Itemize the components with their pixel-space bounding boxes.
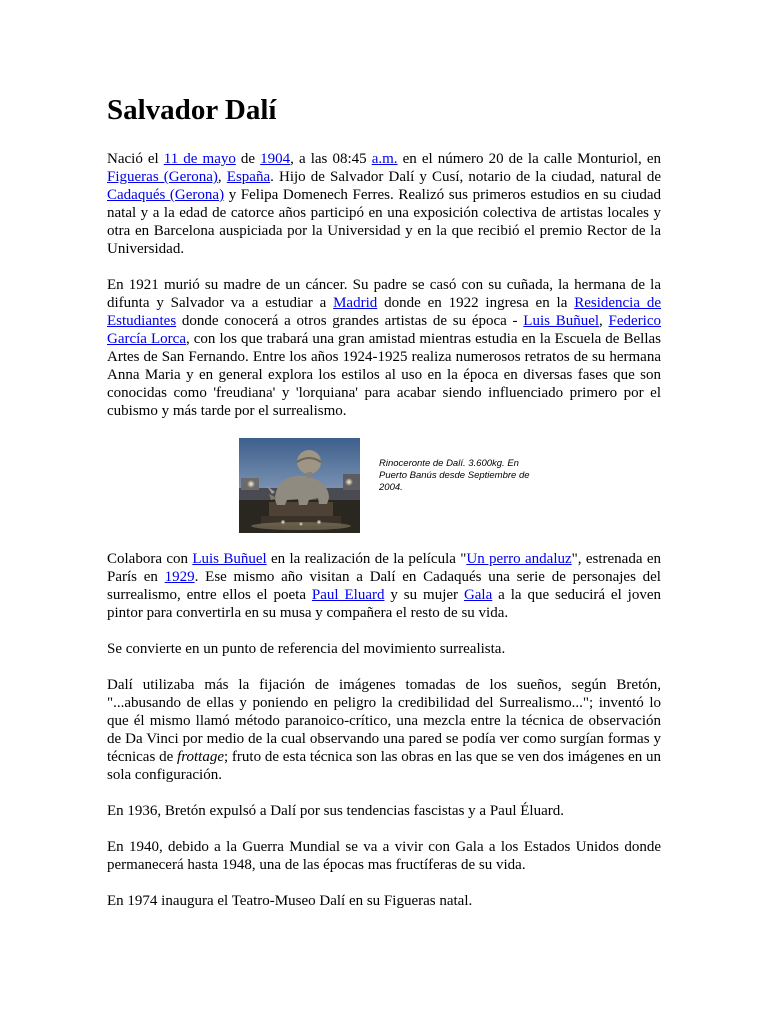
text: en la realización de la película " (266, 551, 467, 567)
link-luis-bunuel[interactable]: Luis Buñuel (523, 313, 600, 329)
text: , con los que trabará una gran amistad mientras estudia en la Escuela de Bellas Artes de San Fernando. Entre los años 1924-1925 realiza numerosos retratos de su hermana Anna Maria y en general explora los estilos al uso en la época en diversas fases que son conocidas como 'freudiana' y 'lorquiana' para acabar siendo influenciado primero por el cubismo y más tarde por el surrealismo. (107, 331, 661, 419)
paragraph-1974: En 1974 inaugura el Teatro-Museo Dalí en su Figueras natal. (107, 893, 473, 909)
text: Dalí utilizaba más la fijación de imágenes tomadas de los sueños, según Bretón, "...abusando de ellas y poniendo en peligro la credibilidad del Surrealismo..."; inventó lo que él mismo llamó método paranoico-crítico, una mezcla entre la técnica de observación de Da Vinci por medio de la cual observando una pared se podía ver como surgían formas y técnicas de (107, 677, 661, 765)
figure (107, 438, 661, 550)
link-1929[interactable]: 1929 (164, 569, 195, 585)
link-11-de-mayo[interactable]: 11 de mayo (163, 151, 236, 167)
text: ", estrenada en París en (107, 551, 661, 585)
text: en el número 20 de la calle Monturiol, en (397, 151, 661, 167)
link-am[interactable]: a.m. (371, 151, 398, 167)
paragraph-1940: En 1940, debido a la Guerra Mundial se va a vivir con Gala a los Estados Unidos donde permanecerá hasta 1948, una de las épocas mas fructíferas de su vida. (107, 839, 661, 873)
paragraph-surrealism: Se convierte en un punto de referencia del movimiento surrealista. (107, 641, 506, 657)
text: , a las 08:45 (290, 151, 372, 167)
text: . Hijo de Salvador Dalí y Cusí, notario de la ciudad, natural de (270, 169, 662, 185)
figure-caption: Rinoceronte de Dalí. 3.600kg. En Puerto Banús desde Septiembre de 2004. (379, 458, 530, 493)
text: de (235, 151, 261, 167)
link-gala[interactable]: Gala (463, 587, 493, 603)
paragraph-1936: En 1936, Bretón expulsó a Dalí por sus tendencias fascistas y a Paul Éluard. (107, 803, 564, 819)
text: y Felipa Domenech Ferres. Realizó sus primeros estudios en su ciudad natal y a la edad de catorce años participó en una exposición colectiva de artistas locales y otra en Barcelona auspiciada por la Universidad y en la que recibió el premio Rector de la Universidad. (107, 187, 662, 257)
text: a la que seducirá el joven pintor para convertirla en su musa y compañera el resto de su vida. (107, 587, 661, 621)
text: Nació el (107, 151, 164, 167)
link-un-perro-andaluz[interactable]: Un perro andaluz (466, 551, 572, 567)
text: donde en 1922 ingresa en la (377, 295, 575, 311)
link-luis-bunuel[interactable]: Luis Buñuel (192, 551, 267, 567)
link-federico-garcia-lorca[interactable]: Federico García Lorca (107, 313, 662, 347)
text: y su mujer (384, 587, 464, 603)
link-madrid[interactable]: Madrid (333, 295, 378, 311)
paragraph-bunuel (107, 550, 661, 622)
link-1904[interactable]: 1904 (260, 151, 291, 167)
link-residencia-de-estudiantes[interactable]: Residencia de Estudiantes (107, 295, 662, 329)
text: En 1921 murió su madre de un cáncer. Su padre se casó con su cuñada, la hermana de la difunta y Salvador va a estudiar a (107, 277, 661, 311)
link-espana[interactable]: España (226, 169, 271, 185)
page-title: Salvador Dalí (107, 94, 277, 126)
rhinoceros-sculpture-image (239, 438, 360, 533)
text: donde conocerá a otros grandes artistas de su época - (176, 313, 524, 329)
text: , (599, 313, 609, 329)
paragraph-birth (107, 150, 661, 258)
rhinoceros-photo (239, 438, 360, 533)
paragraph-madrid (107, 276, 661, 420)
text: ; fruto de esta técnica son las obras en las que se ven dos imágenes en un sola configuración. (107, 749, 662, 783)
document-page (107, 90, 661, 928)
text: . Ese mismo año visitan a Dalí en Cadaqués una serie de personajes del surrealismo, entre ellos el poeta (107, 569, 661, 603)
text: , (217, 169, 227, 185)
link-paul-eluard[interactable]: Paul Eluard (311, 587, 385, 603)
link-cadaques[interactable]: Cadaqués (Gerona) (107, 187, 225, 203)
emphasis-frottage: frottage (177, 749, 224, 765)
text: Colabora con (107, 551, 193, 567)
paragraph-method (107, 676, 661, 784)
link-figueras[interactable]: Figueras (Gerona) (107, 169, 218, 185)
